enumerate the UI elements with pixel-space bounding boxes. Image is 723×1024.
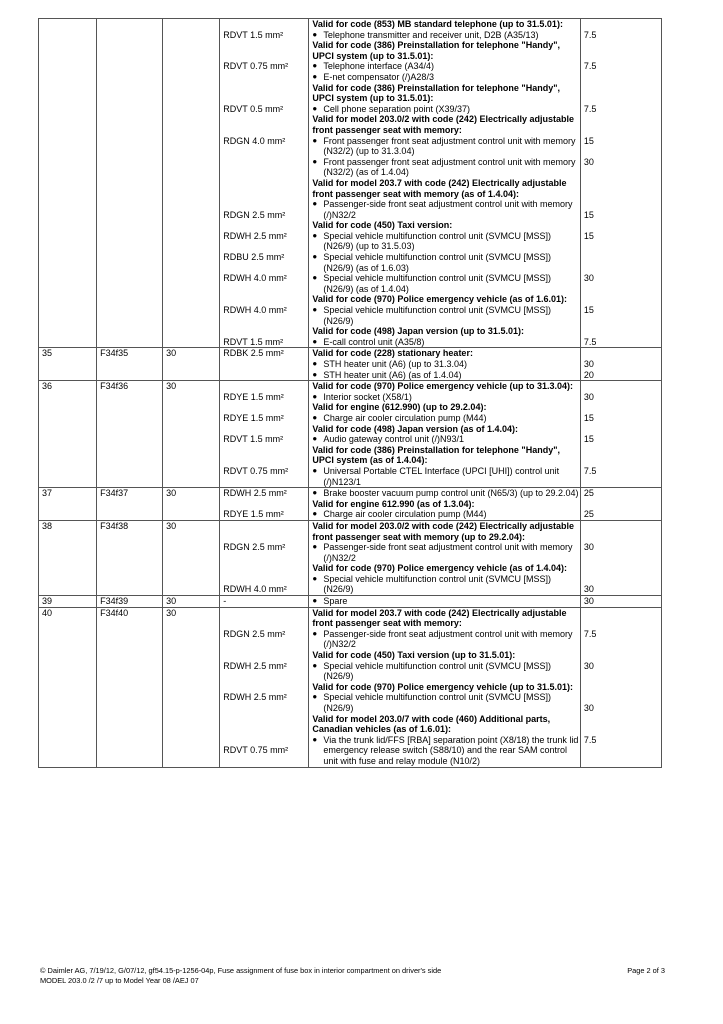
component-item: [312, 72, 579, 83]
value-slot: [584, 563, 661, 595]
amperage-value: 7.5: [583, 734, 597, 745]
wire-slot: [223, 114, 308, 178]
amperage-value: 15: [583, 135, 594, 146]
fuse-row: [39, 348, 662, 381]
fuse-rating: 30: [163, 488, 220, 521]
fuse-row: [39, 520, 662, 595]
validity-condition: Valid for code (386) Preinstallation for telephone "Handy", UPCI system (up to 31.5.01):: [312, 40, 560, 61]
validity-condition: Valid for model 203.7 with code (242) Electrically adjustable front passenger seat with memory:: [312, 607, 567, 629]
component-item: [312, 434, 579, 445]
function-cell: [309, 488, 580, 521]
bullet-icon: ●: [312, 103, 318, 113]
wire-spec: RDGN 2.5 mm²: [223, 542, 286, 553]
bullet-icon: ●: [312, 230, 318, 240]
function-entry: [312, 40, 579, 82]
wire-slot: [223, 178, 308, 220]
wire-spec: RDVT 0.75 mm²: [223, 465, 289, 476]
wire-spec: RDBK 2.5 mm²: [223, 348, 284, 359]
value-slot: [584, 83, 661, 115]
function-entry: [312, 563, 579, 595]
amperage-value: 30: [583, 703, 594, 713]
wire-spec: RDVT 0.5 mm²: [223, 103, 284, 114]
amperage-value: 7.5: [583, 628, 597, 639]
wire-slot: [223, 381, 308, 402]
component-item: [312, 370, 579, 381]
function-entry: [312, 714, 579, 767]
wire-slot: [223, 294, 308, 326]
bullet-icon: ●: [312, 488, 318, 498]
function-entry: [312, 445, 579, 487]
function-cell: [309, 596, 580, 608]
component-text: Via the trunk lid/FFS [RBA] separation point (X8/18) the trunk lid emergency release switch (S88/10) and the rear SAM control unit with fuse and relay module (N10/2): [323, 734, 579, 766]
fuse-rating: 30: [163, 348, 220, 381]
value-slot: [584, 608, 661, 650]
wire-slot: [223, 83, 308, 115]
bullet-icon: ●: [312, 71, 318, 81]
bullet-icon: ●: [312, 434, 318, 444]
validity-condition: Valid for model 203.7 with code (242) Electrically adjustable front passenger seat with memory (as of 1.4.04):: [312, 177, 567, 199]
value-slot: [584, 348, 661, 380]
value-slot: [584, 521, 661, 563]
function-entry: [312, 499, 579, 520]
page-number: Page 2 of 3: [627, 966, 665, 975]
wire-slot: [223, 650, 308, 682]
bullet-icon: ●: [312, 29, 318, 39]
value-slot: [584, 445, 661, 487]
wire-cell: [220, 348, 309, 381]
function-cell: [309, 520, 580, 595]
wire-cell: [220, 607, 309, 767]
amperage-value: 15: [583, 209, 594, 220]
bullet-icon: ●: [312, 628, 318, 638]
component-text: Cell phone separation point (X39/37): [323, 103, 470, 114]
function-entry: [312, 294, 579, 326]
wire-cell: [220, 19, 309, 348]
function-entry: [312, 650, 579, 682]
wire-slot: [223, 231, 308, 252]
fuse-designation: F34f40: [97, 607, 163, 767]
wire-spec: RDYE 1.5 mm²: [223, 412, 284, 423]
component-item: [312, 273, 579, 294]
amperage-value: 30: [583, 359, 594, 369]
wire-spec: RDWH 2.5 mm²: [223, 660, 287, 671]
amperage-value: 30: [583, 660, 594, 671]
amperage-value: 25: [583, 509, 594, 520]
wire-spec: RDVT 0.75 mm²: [223, 61, 289, 72]
component-item: [312, 231, 579, 252]
component-text: Telephone interface (A34/4): [323, 61, 434, 72]
component-item: [312, 413, 579, 424]
component-text: STH heater unit (A6) (as of 1.4.04): [323, 369, 462, 380]
component-item: [312, 735, 579, 767]
component-text: Passenger-side front seat adjustment control unit with memory (/)N32/2: [323, 628, 573, 650]
validity-condition: Valid for code (970) Police emergency vehicle (up to 31.5.01):: [312, 681, 573, 692]
wire-slot: [223, 348, 308, 380]
component-item: [312, 337, 579, 348]
amperage-value: 20: [583, 369, 594, 380]
validity-condition: Valid for code (386) Preinstallation for telephone "Handy", UPCI system (as of 1.4.04):: [312, 444, 560, 466]
validity-condition: Valid for code (970) Police emergency vehicle (up to 31.3.04):: [312, 381, 573, 392]
validity-condition: Valid for code (228) stationary heater:: [312, 348, 473, 359]
fuse-row: [39, 488, 662, 521]
component-item: [312, 392, 579, 403]
validity-condition: Valid for code (970) Police emergency vehicle (as of 1.6.01):: [312, 294, 567, 305]
fuse-number: 38: [39, 520, 97, 595]
function-cell: [309, 607, 580, 767]
value-slot: [584, 220, 661, 231]
value-slot: [584, 488, 661, 499]
fuse-number: 40: [39, 607, 97, 767]
component-item: [312, 136, 579, 157]
component-text: Front passenger front seat adjustment control unit with memory (N32/2) (as of 1.4.04): [323, 156, 576, 178]
function-entry: [312, 521, 579, 563]
fuse-row: [39, 607, 662, 767]
fuse-rating: 30: [163, 520, 220, 595]
fuse-designation: F34f38: [97, 520, 163, 595]
component-text: E-call control unit (A35/8): [323, 336, 425, 347]
wire-spec: RDWH 4.0 mm²: [223, 273, 287, 284]
value-slot: [584, 682, 661, 714]
wire-slot: [223, 596, 308, 607]
validity-condition: Valid for engine 612.990 (as of 1.3.04):: [312, 498, 475, 509]
amperage-value: 7.5: [583, 336, 597, 347]
bullet-icon: ●: [312, 391, 318, 401]
component-item: [312, 542, 579, 563]
wire-slot: [223, 220, 308, 231]
function-entry: [312, 682, 579, 714]
fuse-designation: F34f36: [97, 381, 163, 488]
fuse-number: 36: [39, 381, 97, 488]
component-text: Special vehicle multifunction control unit (SVMCU [MSS]) (N26/9): [323, 305, 551, 326]
function-entry: [312, 596, 579, 607]
component-text: Brake booster vacuum pump control unit (N65/3) (up to 29.2.04): [323, 488, 579, 499]
function-entry: [312, 114, 579, 178]
fuse-rating: 30: [163, 381, 220, 488]
wire-slot: [223, 326, 308, 347]
wire-slot: [223, 424, 308, 445]
amperage-value: 15: [583, 412, 594, 423]
amperage-value: 7.5: [583, 465, 597, 476]
fuse-designation: F34f39: [97, 596, 163, 608]
component-text: Telephone transmitter and receiver unit, D2B (A35/13): [323, 29, 539, 40]
value-slot: [584, 424, 661, 445]
wire-slot: [223, 252, 308, 273]
bullet-icon: ●: [312, 273, 318, 283]
fuse-designation: F34f35: [97, 348, 163, 381]
wire-spec: RDYE 1.5 mm²: [223, 509, 284, 520]
bullet-icon: ●: [312, 156, 318, 166]
wire-spec: RDVT 0.75 mm²: [223, 745, 289, 756]
component-item: [312, 574, 579, 595]
component-text: Passenger-side front seat adjustment control unit with memory (/)N32/2: [323, 199, 573, 220]
value-cell: [580, 488, 661, 521]
amperage-value: 7.5: [583, 29, 597, 40]
component-text: Spare: [323, 596, 348, 607]
value-slot: [584, 650, 661, 682]
fuse-row: [39, 596, 662, 608]
component-item: [312, 30, 579, 41]
bullet-icon: ●: [312, 465, 318, 475]
value-slot: [584, 273, 661, 294]
value-slot: [584, 714, 661, 767]
wire-spec: RDWH 2.5 mm²: [223, 488, 287, 499]
wire-spec: RDWH 4.0 mm²: [223, 305, 287, 316]
component-text: Charge air cooler circulation pump (M44): [323, 509, 487, 520]
wire-spec: RDGN 4.0 mm²: [223, 135, 286, 146]
wire-cell: [220, 520, 309, 595]
wire-slot: [223, 521, 308, 563]
fuse-number: 35: [39, 348, 97, 381]
bullet-icon: ●: [312, 61, 318, 71]
amperage-value: 15: [583, 230, 594, 241]
wire-spec: RDWH 2.5 mm²: [223, 230, 287, 241]
wire-slot: [223, 445, 308, 487]
value-slot: [584, 294, 661, 326]
bullet-icon: ●: [312, 509, 318, 519]
component-text: Special vehicle multifunction control unit (SVMCU [MSS]) (N26/9) (up to 31.5.03): [323, 230, 551, 252]
function-entry: [312, 19, 579, 40]
page-footer: [40, 966, 665, 985]
function-entry: [312, 178, 579, 220]
wire-slot: [223, 563, 308, 595]
bullet-icon: ●: [312, 369, 318, 379]
amperage-value: 30: [583, 391, 594, 402]
bullet-icon: ●: [312, 199, 318, 209]
amperage-value: 15: [583, 305, 594, 316]
function-entry: [312, 402, 579, 423]
function-entry: [312, 608, 579, 650]
component-text: Audio gateway control unit (/)N93/1: [323, 434, 464, 445]
value-cell: [580, 607, 661, 767]
validity-condition: Valid for code (450) Taxi version (up to 31.5.01):: [312, 650, 516, 661]
fuse-number: 39: [39, 596, 97, 608]
bullet-icon: ●: [312, 336, 318, 346]
component-text: E-net compensator (/)A28/3: [323, 71, 434, 82]
component-text: Special vehicle multifunction control unit (SVMCU [MSS]) (N26/9): [323, 573, 551, 595]
component-item: [312, 157, 579, 178]
component-text: Special vehicle multifunction control unit (SVMCU [MSS]) (N26/9): [323, 692, 551, 713]
component-text: Charge air cooler circulation pump (M44): [323, 412, 487, 423]
validity-condition: Valid for model 203.0/2 with code (242) Electrically adjustable front passenger seat with memory (up to 29.2.04):: [312, 520, 574, 542]
wire-cell: [220, 381, 309, 488]
value-cell: [580, 19, 661, 348]
component-item: [312, 359, 579, 370]
wire-slot: [223, 402, 308, 423]
fuse-rating: 30: [163, 607, 220, 767]
function-entry: [312, 488, 579, 499]
component-text: Universal Portable CTEL Interface (UPCI [UHI]) control unit (/)N123/1: [323, 465, 560, 487]
footer-model: MODEL 203.0 /2 /7 up to Model Year 08 /AEJ 07: [40, 975, 199, 985]
component-item: [312, 252, 579, 273]
value-slot: [584, 178, 661, 220]
fuse-designation: [97, 19, 163, 348]
function-entry: [312, 231, 579, 252]
component-text: Front passenger front seat adjustment control unit with memory (N32/2) (up to 31.3.04): [323, 135, 576, 157]
fuse-number: 37: [39, 488, 97, 521]
bullet-icon: ●: [312, 660, 318, 670]
function-entry: [312, 220, 579, 231]
component-item: [312, 596, 579, 607]
bullet-icon: ●: [312, 734, 318, 744]
fuse-rating: 30: [163, 596, 220, 608]
fuse-designation: F34f37: [97, 488, 163, 521]
function-entry: [312, 273, 579, 294]
value-slot: [584, 252, 661, 273]
component-text: Interior socket (X58/1): [323, 391, 412, 402]
value-slot: [584, 40, 661, 82]
wire-slot: [223, 19, 308, 40]
wire-cell: [220, 488, 309, 521]
fuse-rating: [163, 19, 220, 348]
bullet-icon: ●: [312, 573, 318, 583]
wire-spec: RDBU 2.5 mm²: [223, 252, 285, 263]
wire-spec: RDYE 1.5 mm²: [223, 391, 284, 402]
validity-condition: Valid for code (498) Japan version (as of 1.4.04):: [312, 423, 518, 434]
function-entry: [312, 252, 579, 273]
component-text: Passenger-side front seat adjustment control unit with memory (/)N32/2: [323, 542, 573, 563]
value-slot: [584, 596, 661, 607]
value-slot: [584, 402, 661, 423]
bullet-icon: ●: [312, 135, 318, 145]
function-entry: [312, 381, 579, 402]
validity-condition: Valid for code (386) Preinstallation for telephone "Handy", UPCI system (up to 31.5.01):: [312, 82, 560, 104]
wire-spec: RDVT 1.5 mm²: [223, 336, 284, 347]
function-cell: [309, 348, 580, 381]
validity-condition: Valid for model 203.0/7 with code (460) Additional parts, Canadian vehicles (as of 1.6.01):: [312, 713, 551, 735]
value-cell: [580, 520, 661, 595]
bullet-icon: ●: [312, 305, 318, 315]
amperage-value: 30: [583, 542, 594, 553]
fuse-number: [39, 19, 97, 348]
component-text: Special vehicle multifunction control unit (SVMCU [MSS]) (N26/9): [323, 660, 551, 682]
amperage-value: 7.5: [583, 103, 597, 114]
wire-slot: [223, 608, 308, 650]
wire-spec: RDVT 1.5 mm²: [223, 434, 284, 445]
bullet-icon: ●: [312, 542, 318, 552]
fuse-row: [39, 381, 662, 488]
amperage-value: 15: [583, 434, 594, 445]
component-text: STH heater unit (A6) (up to 31.3.04): [323, 359, 467, 369]
wire-spec: RDGN 2.5 mm²: [223, 209, 286, 220]
value-slot: [584, 326, 661, 347]
wire-spec: -: [223, 596, 227, 607]
wire-spec: RDGN 2.5 mm²: [223, 628, 286, 639]
bullet-icon: ●: [312, 412, 318, 422]
function-entry: [312, 348, 579, 380]
wire-slot: [223, 682, 308, 714]
bullet-icon: ●: [312, 252, 318, 262]
function-cell: [309, 19, 580, 348]
wire-slot: [223, 40, 308, 82]
bullet-icon: ●: [312, 359, 318, 368]
wire-cell: [220, 596, 309, 608]
wire-slot: [223, 273, 308, 294]
footer-copyright: © Daimler AG, 7/19/12, G/07/12, gf54.15-p-1256-04p, Fuse assignment of fuse box in interior compartment on driver's side: [40, 966, 442, 975]
function-cell: [309, 381, 580, 488]
value-slot: [584, 381, 661, 402]
wire-slot: [223, 714, 308, 767]
value-slot: [584, 114, 661, 178]
fuse-row: [39, 19, 662, 348]
amperage-value: 25: [583, 488, 594, 499]
validity-condition: Valid for model 203.0/2 with code (242) Electrically adjustable front passenger seat with memory:: [312, 114, 574, 135]
component-text: Special vehicle multifunction control unit (SVMCU [MSS]) (N26/9) (as of 1.4.04): [323, 273, 551, 294]
value-cell: [580, 348, 661, 381]
validity-condition: Valid for code (498) Japan version (up to 31.5.01):: [312, 326, 524, 337]
validity-condition: Valid for code (450) Taxi version:: [312, 220, 453, 231]
validity-condition: Valid for code (853) MB standard telephone (up to 31.5.01):: [312, 19, 563, 29]
component-item: [312, 466, 579, 487]
component-item: [312, 104, 579, 115]
validity-condition: Valid for engine (612.990) (up to 29.2.04):: [312, 402, 487, 413]
wire-spec: RDWH 4.0 mm²: [223, 584, 287, 595]
component-item: [312, 305, 579, 326]
function-entry: [312, 83, 579, 115]
wire-spec: RDVT 1.5 mm²: [223, 29, 284, 40]
fuse-assignment-table: [38, 18, 662, 768]
component-item: [312, 692, 579, 713]
component-item: [312, 61, 579, 72]
wire-spec: RDWH 2.5 mm²: [223, 692, 287, 703]
amperage-value: 30: [583, 584, 594, 595]
function-entry: [312, 326, 579, 347]
value-cell: [580, 381, 661, 488]
bullet-icon: ●: [312, 596, 318, 606]
validity-condition: Valid for code (970) Police emergency vehicle (as of 1.4.04):: [312, 563, 567, 574]
value-cell: [580, 596, 661, 608]
component-item: [312, 661, 579, 682]
function-entry: [312, 424, 579, 445]
component-item: [312, 509, 579, 520]
component-item: [312, 488, 579, 499]
amperage-value: 30: [583, 596, 594, 607]
value-slot: [584, 499, 661, 520]
wire-slot: [223, 499, 308, 520]
amperage-value: 30: [583, 273, 594, 284]
amperage-value: 30: [583, 156, 594, 167]
component-text: Special vehicle multifunction control unit (SVMCU [MSS]) (N26/9) (as of 1.6.03): [323, 252, 551, 273]
amperage-value: 7.5: [583, 61, 597, 72]
component-item: [312, 199, 579, 220]
component-item: [312, 629, 579, 650]
value-slot: [584, 231, 661, 252]
wire-slot: [223, 488, 308, 499]
bullet-icon: ●: [312, 692, 318, 702]
value-slot: [584, 19, 661, 40]
